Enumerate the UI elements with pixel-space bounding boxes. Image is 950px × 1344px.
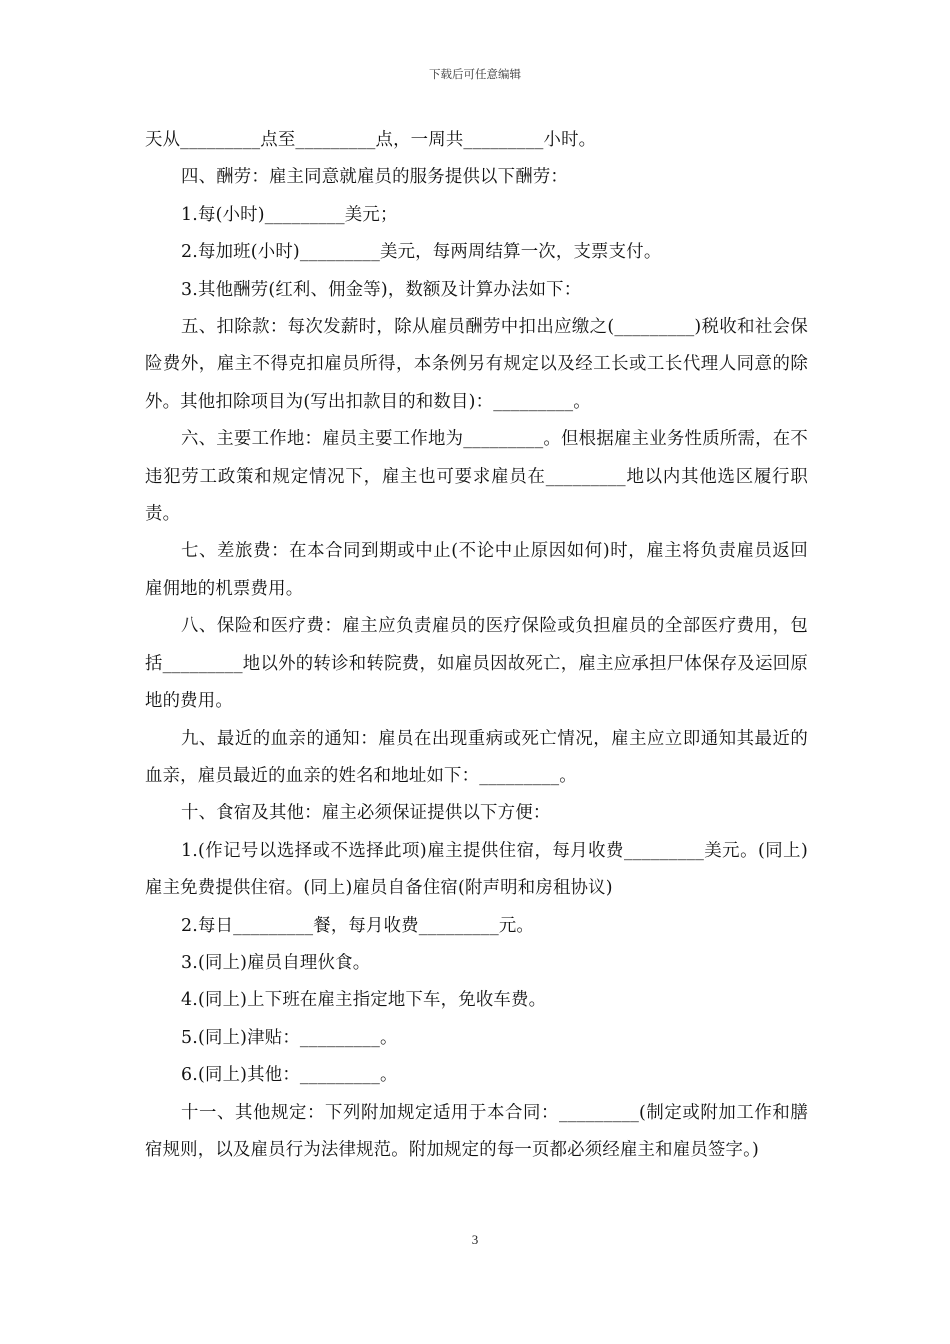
paragraph: 八、保险和医疗费：雇主应负责雇员的医疗保险或负担雇员的全部医疗费用，包括_________地以外的转诊和转院费，如雇员因故死亡，雇主应承担尸体保存及运回原地的费用。 xyxy=(145,616,808,712)
document-body xyxy=(145,122,808,1169)
paragraph: 十、食宿及其他：雇主必须保证提供以下方便： xyxy=(181,803,551,824)
paragraph: 天从_________点至_________点，一周共_________小时。 xyxy=(145,130,597,150)
paragraph: 6.(同上)其他：_________。 xyxy=(181,1065,398,1086)
paragraph: 4.(同上)上下班在雇主指定地下车，免收车费。 xyxy=(181,990,547,1011)
paragraph: 3.(同上)雇员自理伙食。 xyxy=(181,952,371,973)
paragraph: 九、最近的血亲的通知：雇员在出现重病或死亡情况，雇主应立即通知其最近的血亲，雇员最近的血亲的姓名和地址如下：_________。 xyxy=(145,728,808,786)
paragraph: 七、差旅费：在本合同到期或中止(不论中止原因如何)时，雇主将负责雇员返回雇佣地的机票费用。 xyxy=(145,541,808,599)
paragraph: 2.每加班(小时)_________美元，每两周结算一次，支票支付。 xyxy=(181,242,662,263)
paragraph: 1.每(小时)_________美元； xyxy=(181,204,398,225)
paragraph: 2.每日_________餐，每月收费_________元。 xyxy=(181,915,535,936)
page-header: 下载后可任意编辑 xyxy=(429,67,521,81)
paragraph: 五、扣除款：每次发薪时，除从雇员酬劳中扣出应缴之(_________)税收和社会保险费外，雇主不得克扣雇员所得，本条例另有规定以及经工长或工长代理人同意的除外。其他扣除项目为(写出扣款目的和数目)：_________。 xyxy=(145,317,808,412)
paragraph: 3.其他酬劳(红利、佣金等)，数额及计算办法如下： xyxy=(181,279,582,300)
paragraph: 四、酬劳：雇主同意就雇员的服务提供以下酬劳： xyxy=(181,167,568,188)
paragraph: 六、主要工作地：雇员主要工作地为_________。但根据雇主业务性质所需，在不违犯劳工政策和规定情况下，雇主也可要求雇员在_________地以内其他选区履行职责。 xyxy=(145,429,808,525)
paragraph: 5.(同上)津贴：_________。 xyxy=(181,1027,398,1048)
paragraph: 十一、其他规定：下列附加规定适用于本合同：_________(制定或附加工作和膳宿规则，以及雇员行为法律规范。附加规定的每一页都必须经雇主和雇员签字。) xyxy=(145,1102,808,1160)
paragraph: 1.(作记号以选择或不选择此项)雇主提供住宿，每月收费_________美元。(同上)雇主免费提供住宿。(同上)雇员自备住宿(附声明和房租协议) xyxy=(145,840,808,899)
page-number: 3 xyxy=(471,1232,479,1247)
